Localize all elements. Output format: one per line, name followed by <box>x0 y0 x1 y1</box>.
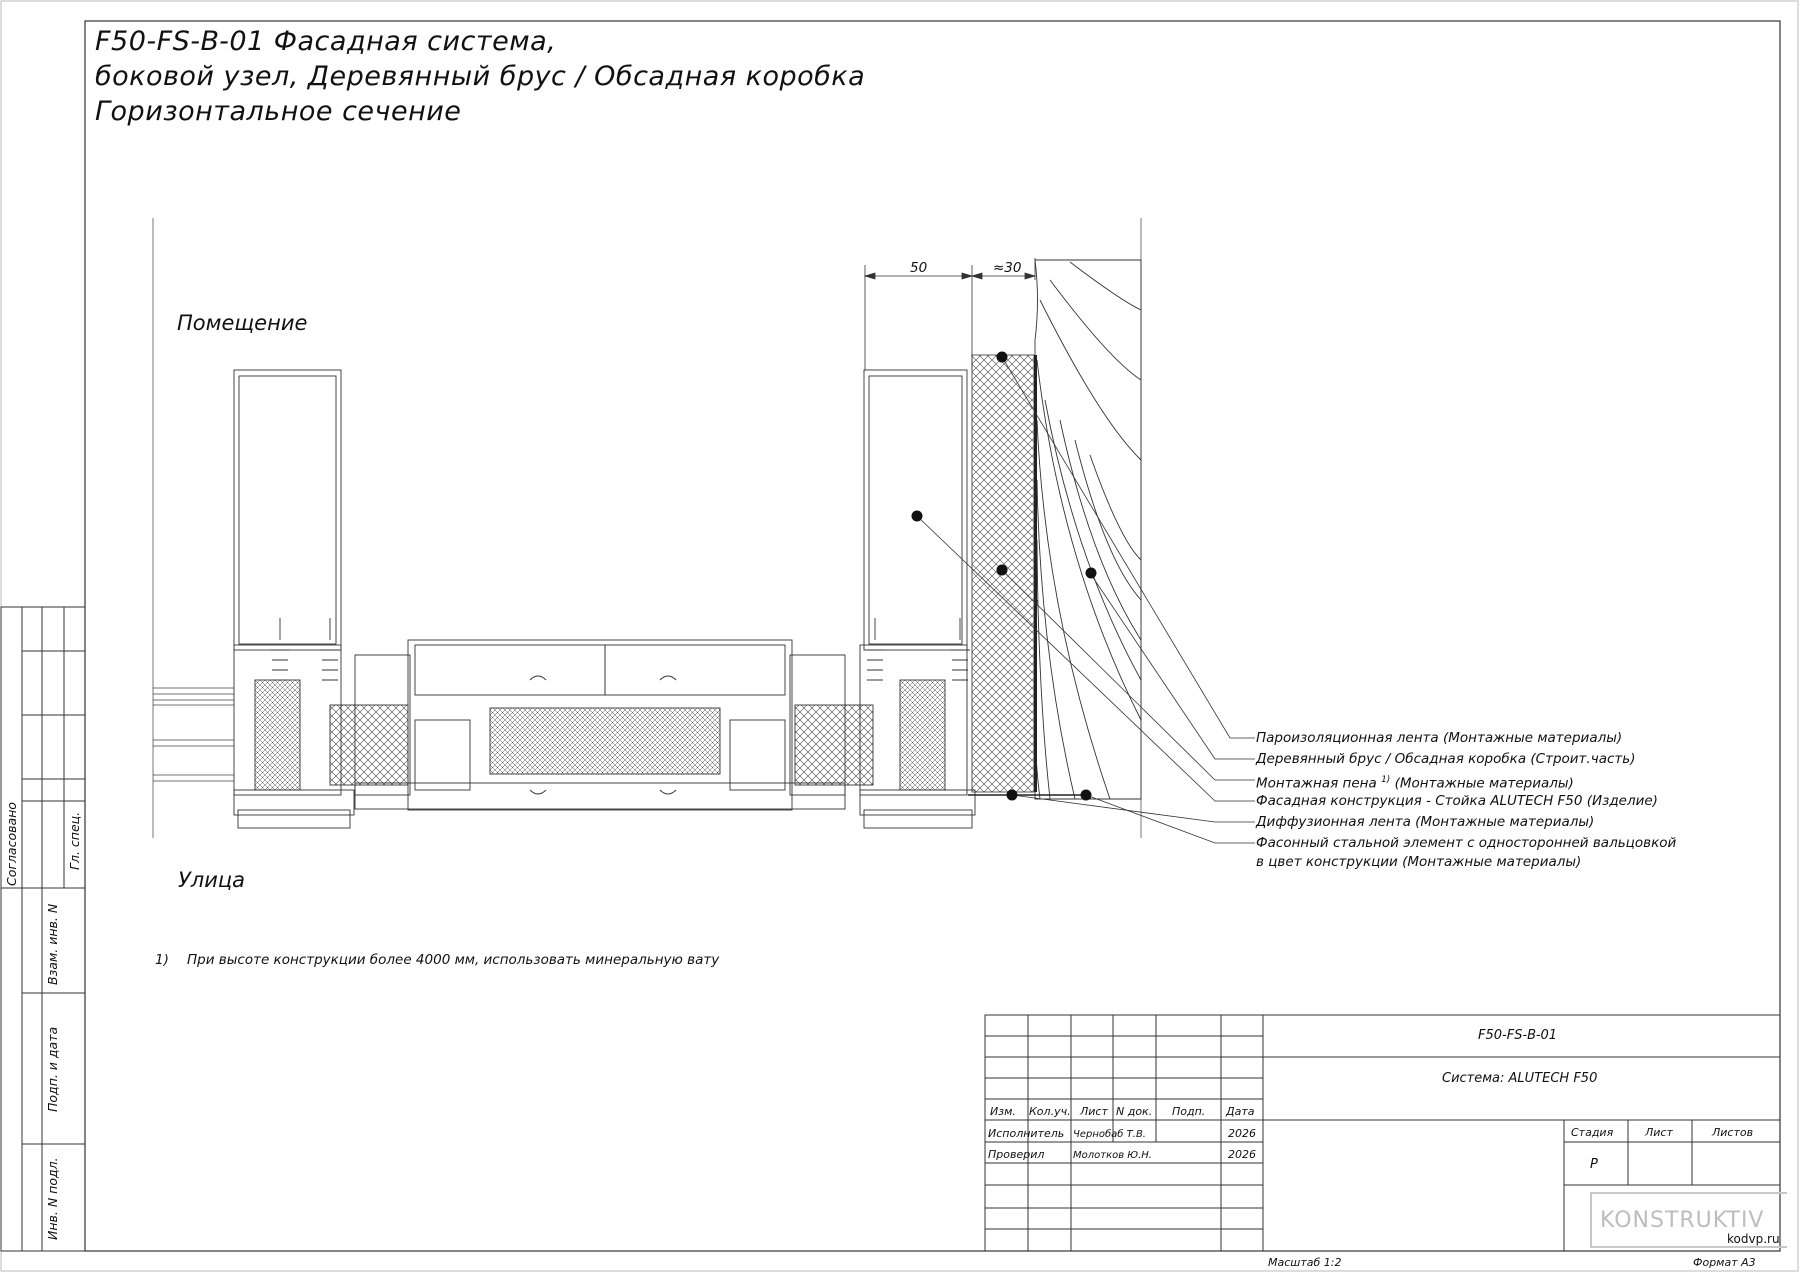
left-glass-panes <box>153 688 234 781</box>
callout-diffusion-tape: Диффузионная лента (Монтажные материалы) <box>1256 814 1595 830</box>
tb-header-ndok: N док. <box>1116 1105 1153 1118</box>
zone-exterior-label: Улица <box>178 868 246 892</box>
tb-code: F50-FS-B-01 <box>1478 1028 1558 1043</box>
left-glazing-unit <box>234 370 341 650</box>
tb-row-role: Проверил <box>988 1148 1045 1161</box>
zone-interior-label: Помещение <box>177 311 308 335</box>
side-label-agreed: Согласовано <box>4 802 19 886</box>
tb-row-role: Исполнитель <box>988 1127 1065 1140</box>
tb-system: Система: ALUTECH F50 <box>1442 1071 1598 1086</box>
tb-sheets-header: Листов <box>1712 1126 1754 1139</box>
logo-site-url: kodvp.ru <box>1727 1232 1780 1246</box>
callout-foam-superscript: 1) <box>1381 775 1391 785</box>
footnote-marker: 1) <box>155 952 169 968</box>
tb-scale: Масштаб 1:2 <box>1268 1256 1342 1269</box>
tb-stage-header: Стадия <box>1571 1126 1614 1139</box>
logo-text: KONSTRUKTIV <box>1600 1208 1765 1233</box>
side-stamp-table <box>1 607 85 1251</box>
tb-stage-value: Р <box>1590 1157 1598 1172</box>
side-label-inv-orig: Инв. N подл. <box>45 1157 60 1240</box>
tb-header-podp: Подп. <box>1172 1105 1206 1118</box>
dimension-label-50: 50 <box>910 260 928 276</box>
vapor-tape <box>1034 355 1037 792</box>
central-mullion-profile <box>330 640 873 810</box>
tb-row-name: Чернобаб Т.В. <box>1073 1129 1146 1140</box>
callout-mullion: Фасадная конструкция - Стойка ALUTECH F50 (Изделие) <box>1256 793 1658 809</box>
callout-steel-element-line2: в цвет конструкции (Монтажные материалы) <box>1256 854 1582 870</box>
footnote-text: При высоте конструкции более 4000 мм, использовать минеральную вату <box>187 952 720 968</box>
tb-header-list: Лист <box>1080 1105 1108 1118</box>
leader-lines <box>917 357 1255 843</box>
tb-format: Формат А3 <box>1693 1256 1756 1269</box>
side-label-sign-date: Подп. и дата <box>45 1026 60 1112</box>
title-line-3: Горизонтальное сечение <box>95 96 462 127</box>
title-line-2: боковой узел, Деревянный брус / Обсадная коробка <box>95 61 866 92</box>
side-label-replace-inv: Взам. инв. N <box>45 903 60 985</box>
tb-row-date: 2026 <box>1228 1127 1256 1140</box>
tb-row-name: Молотков Ю.Н. <box>1073 1150 1152 1161</box>
drawing-frame <box>85 21 1780 1251</box>
wooden-casing <box>1034 260 1141 799</box>
drawing-title <box>95 24 865 129</box>
title-line-1: F50-FS-B-01 Фасадная система, <box>95 26 557 57</box>
tb-header-izm: Изм. <box>990 1105 1016 1118</box>
side-label-chief-spec: Гл. спец. <box>67 811 82 870</box>
callout-steel-element: Фасонный стальной элемент с односторонней вальцовкой <box>1256 835 1677 851</box>
dimension-label-30: ≈30 <box>993 260 1022 276</box>
right-pressure-plate <box>860 618 975 828</box>
right-glazing-unit <box>864 370 967 650</box>
callout-vapor-tape: Пароизоляционная лента (Монтажные материалы) <box>1256 730 1623 746</box>
callout-foam-text: Монтажная пена <box>1256 775 1377 792</box>
tb-sheet-header: Лист <box>1645 1126 1673 1139</box>
tb-row-date: 2026 <box>1228 1148 1256 1161</box>
tb-header-date: Дата <box>1226 1105 1255 1118</box>
tb-header-kol: Кол.уч. <box>1029 1105 1071 1118</box>
callout-wooden-casing: Деревянный брус / Обсадная коробка (Строит.часть) <box>1256 751 1636 767</box>
callout-foam-suffix: (Монтажные материалы) <box>1394 775 1574 792</box>
